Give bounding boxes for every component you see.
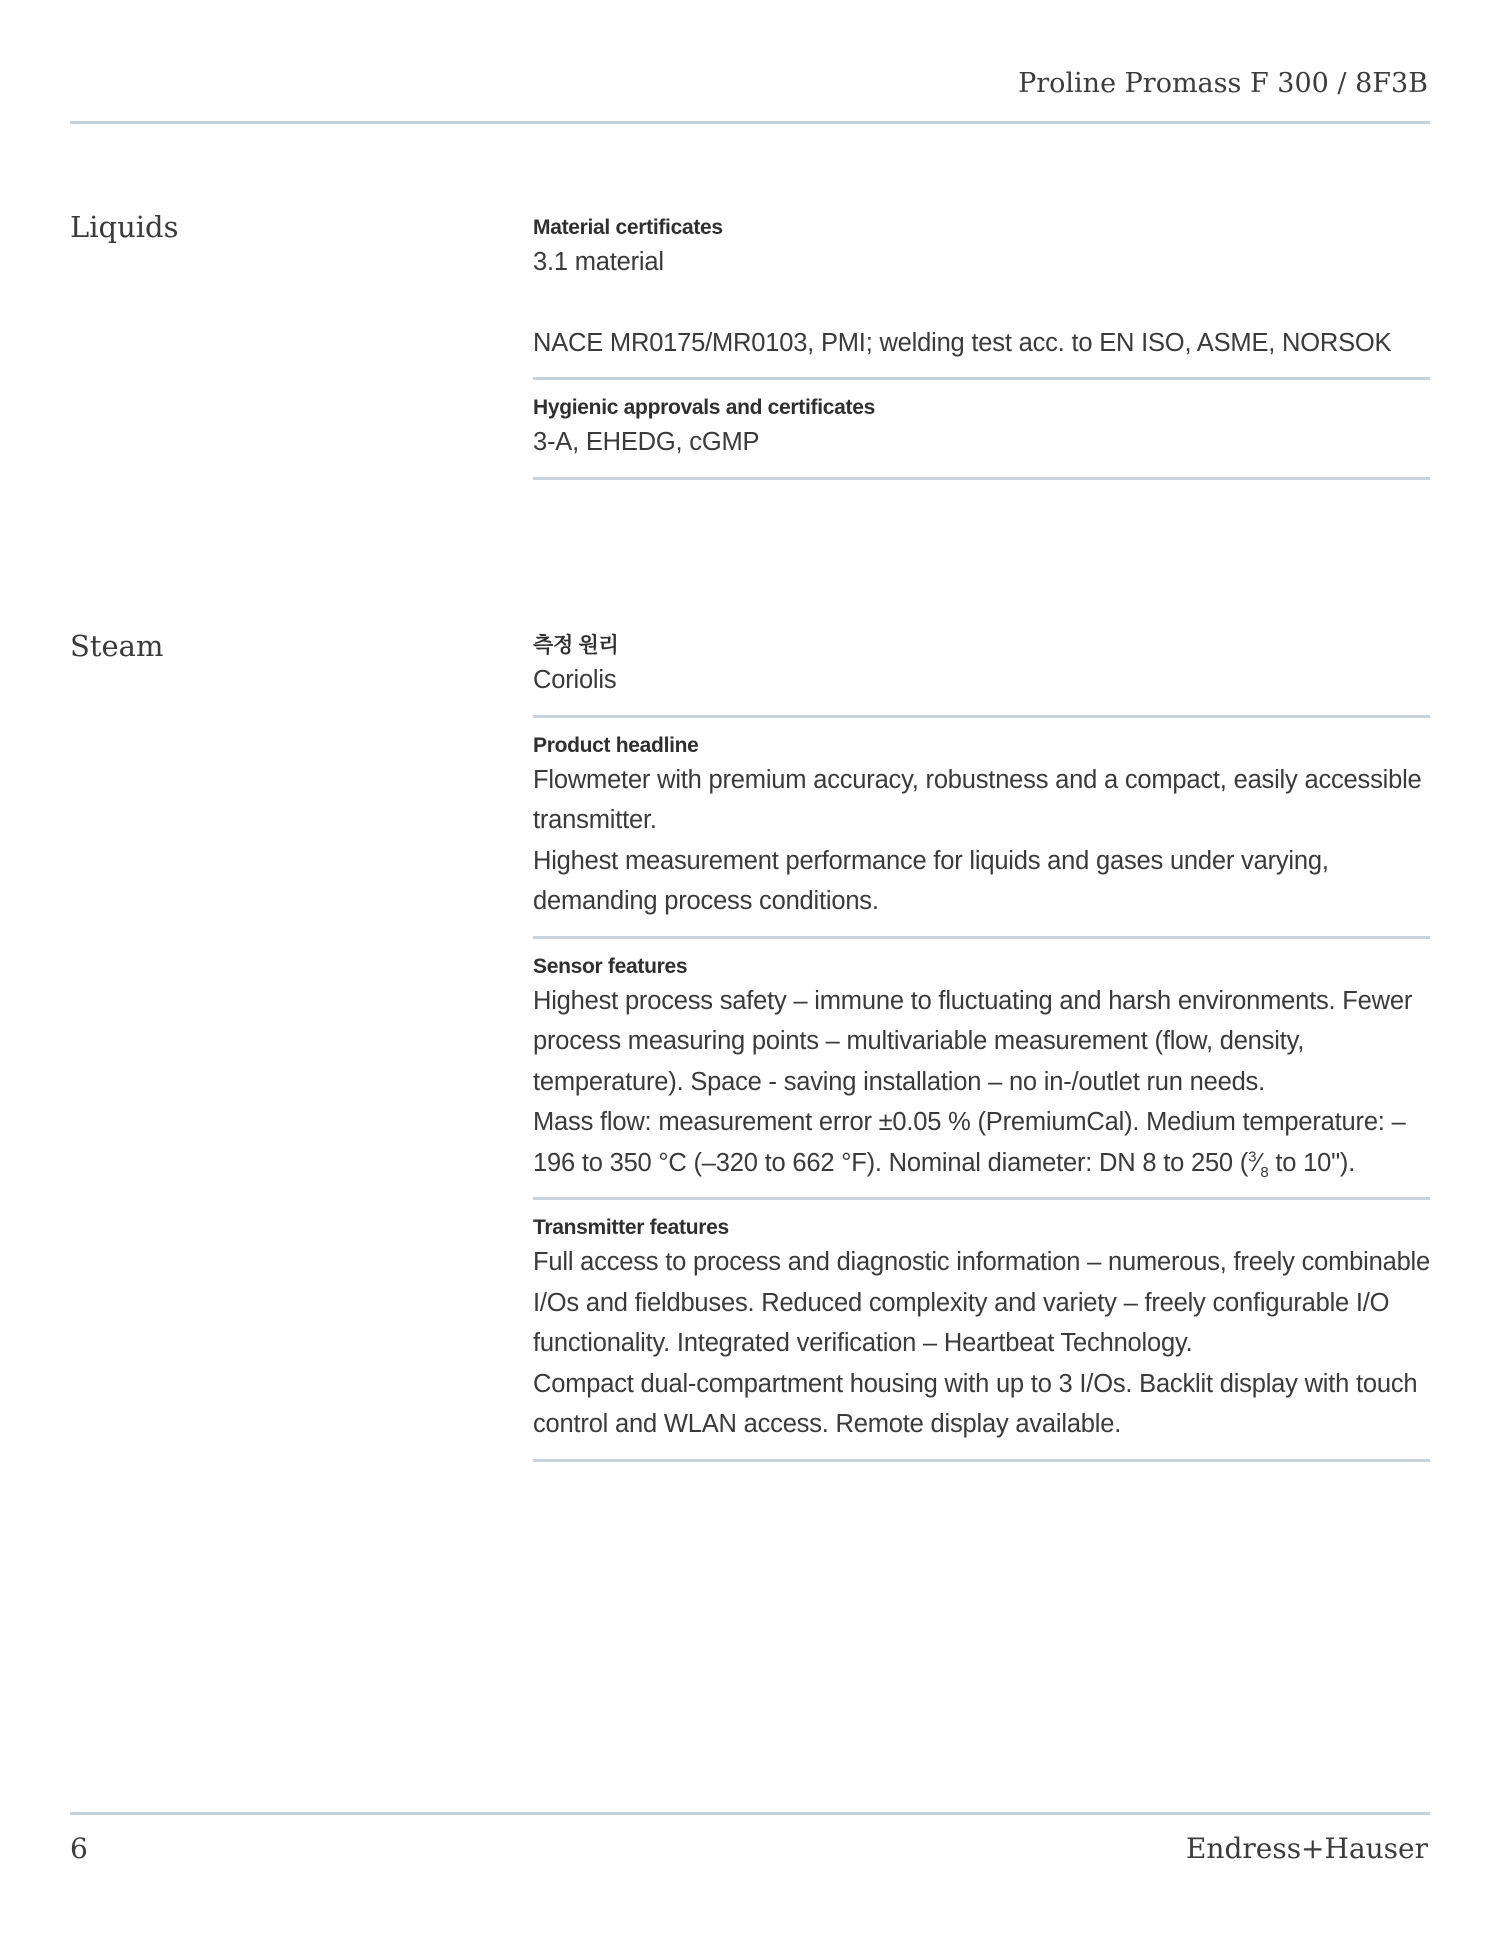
block-title: Transmitter features xyxy=(533,1216,729,1239)
block-text: Highest measurement performance for liquids and gases under varying, demanding process conditions. xyxy=(533,846,1329,915)
block-text: 3.1 material xyxy=(533,248,664,276)
section-label-steam: Steam xyxy=(70,629,164,663)
section-label-liquids: Liquids xyxy=(70,210,179,244)
fraction-denominator: 8 xyxy=(1260,1163,1269,1181)
header-divider xyxy=(70,121,1430,124)
block-text: Flowmeter with premium accuracy, robustness and a compact, easily accessible transmitter. xyxy=(533,765,1422,834)
block-title: Product headline xyxy=(533,733,699,757)
document-header-title: Proline Promass F 300 / 8F3B xyxy=(1018,68,1428,99)
section-liquids xyxy=(533,214,1430,480)
page-number: 6 xyxy=(70,1832,88,1865)
block-text: Mass flow: measurement error ±0.05 % (PremiumCal). Medium temperature: –196 to 350 °C (–320 to 662 °F). Nominal diameter: DN 8 to 250 ($^3⁄_8$ to 10"). xyxy=(533,1108,1406,1181)
block-measuring-principle xyxy=(533,632,1430,718)
block-text: NACE MR0175/MR0103, PMI; welding test acc. to EN ISO, ASME, NORSOK xyxy=(533,328,1392,357)
block-title: Material certificates xyxy=(533,216,723,239)
block-text: Full access to process and diagnostic information – numerous, freely combinable I/Os and fieldbuses. Reduced complexity and variety – freely configurable I/O functionality. Integrated verification – Heartbeat Technology. xyxy=(533,1248,1430,1357)
block-transmitter-features xyxy=(533,1200,1430,1462)
block-hygienic-approvals xyxy=(533,380,1430,480)
block-text: Coriolis xyxy=(533,666,617,694)
block-text: Highest process safety – immune to fluctuating and harsh environments. Fewer process measuring points – multivariable measurement (flow, density, temperature). Space - saving installation – no in-/outlet run needs. xyxy=(533,986,1413,1096)
block-material-certificates xyxy=(533,214,1430,380)
block-product-headline xyxy=(533,718,1430,939)
block-title: Sensor features xyxy=(533,954,688,978)
section-steam xyxy=(533,632,1430,1462)
brand-logo-text: Endress+Hauser xyxy=(1185,1832,1428,1865)
text-run: to 10"). xyxy=(1268,1148,1356,1177)
footer-divider xyxy=(70,1812,1430,1815)
block-text: 3-A, EHEDG, cGMP xyxy=(533,428,760,456)
block-title: Hygienic approvals and certificates xyxy=(533,396,875,419)
block-text: Compact dual-compartment housing with up to 3 I/Os. Backlit display with touch control and WLAN access. Remote display available. xyxy=(533,1369,1418,1438)
block-title: 측정 원리 xyxy=(533,634,619,657)
text-run: Mass flow: measurement error ±0.05 % (PremiumCal). Medium temperature: –196 to 350 °C (–320 to 662 °F). Nominal diameter: DN 8 to 250 ( xyxy=(533,1108,1406,1177)
fraction-numerator: 3 xyxy=(1248,1148,1257,1165)
block-sensor-features xyxy=(533,939,1430,1201)
